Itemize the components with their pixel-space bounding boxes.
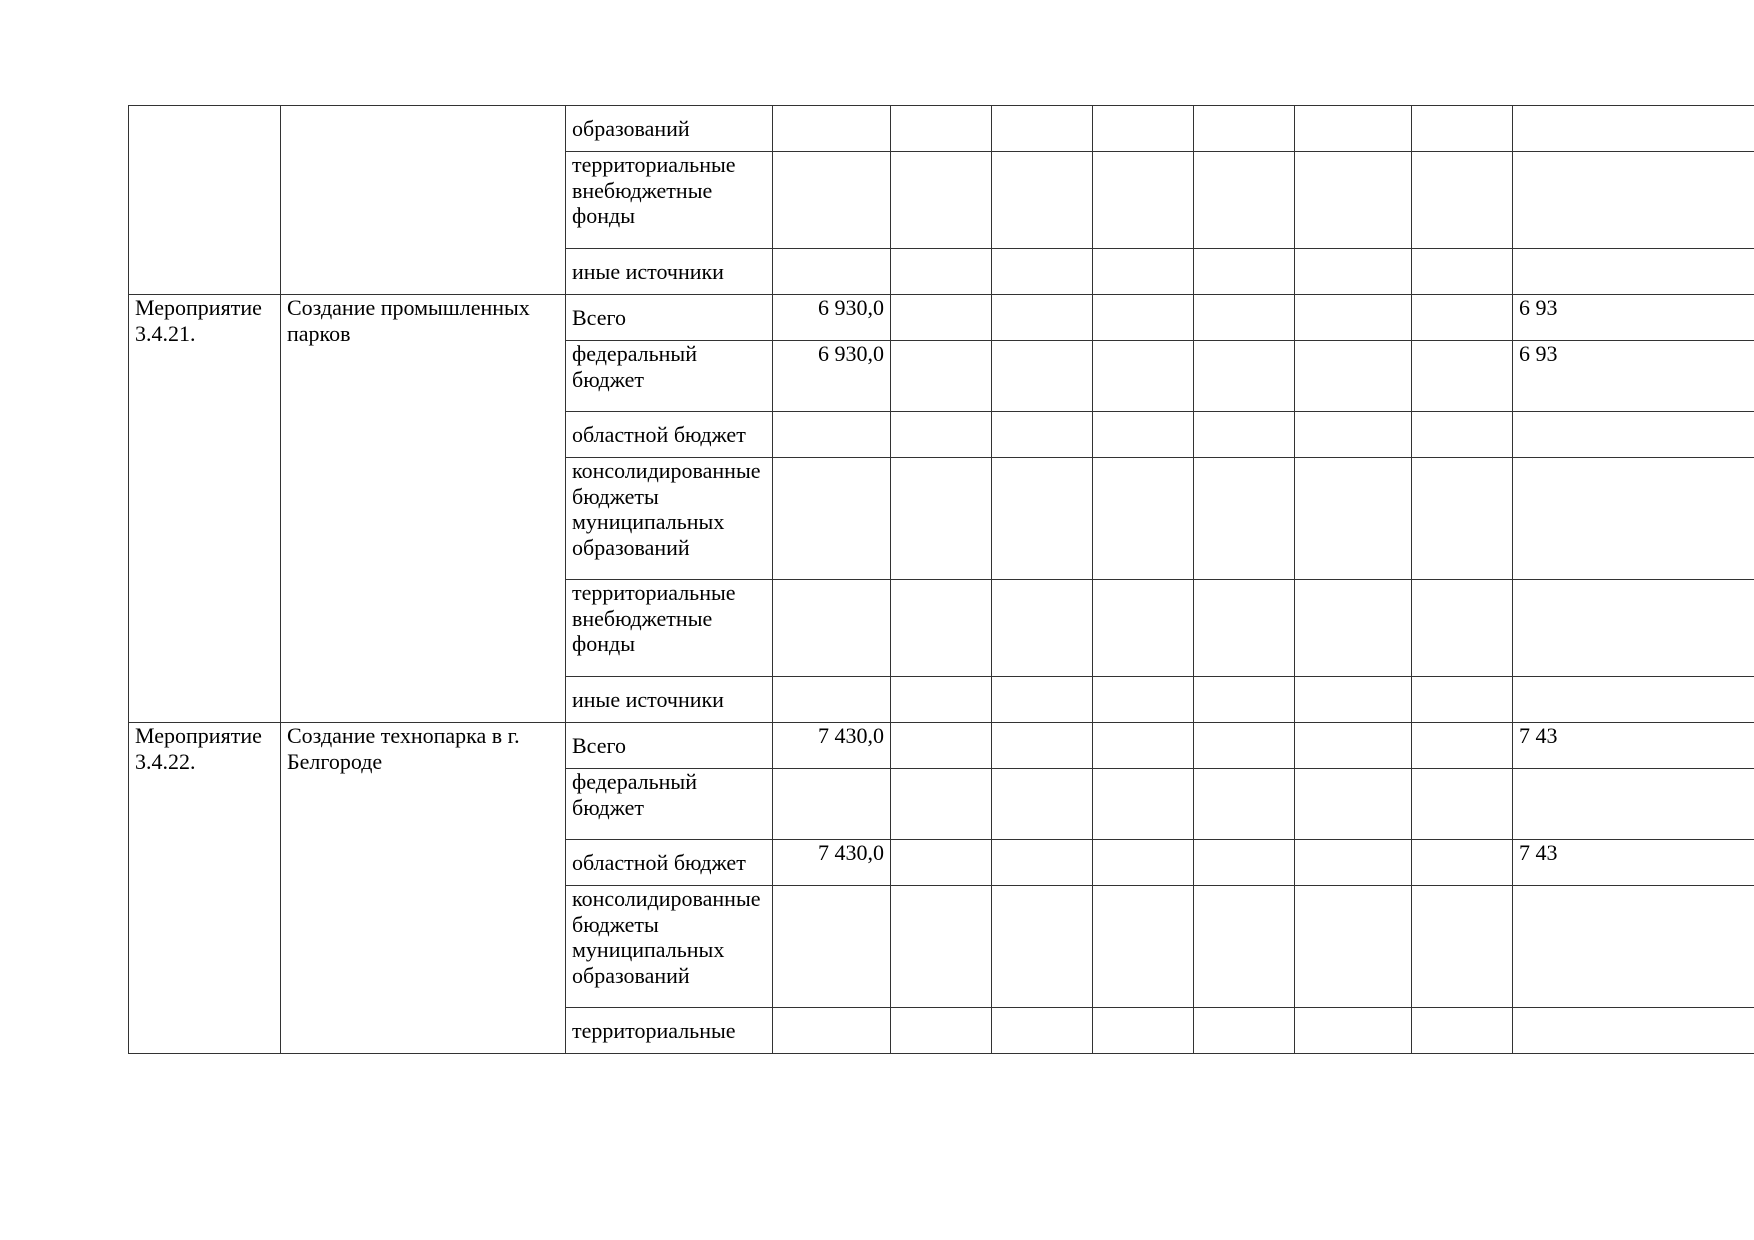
year-amount-cell <box>1412 458 1513 580</box>
year-amount-cell <box>1295 249 1412 295</box>
year-amount-cell <box>1295 341 1412 412</box>
year-amount-cell <box>1412 1008 1513 1054</box>
measure-code-cell <box>129 106 281 295</box>
total-amount-cell: 7 430,0 <box>773 840 891 886</box>
year-amount-cell <box>891 580 992 677</box>
year-amount-cell <box>1093 458 1194 580</box>
funding-source-cell: Всего <box>566 723 773 769</box>
total-amount-cell <box>773 1008 891 1054</box>
year-amount-cell <box>891 106 992 152</box>
measure-code-cell: Мероприятие 3.4.22. <box>129 723 281 1054</box>
year-amount-cell <box>1295 152 1412 249</box>
last-year-amount-cell: 6 93 <box>1513 295 1754 341</box>
year-amount-cell <box>891 341 992 412</box>
total-amount-cell: 7 430,0 <box>773 723 891 769</box>
year-amount-cell <box>992 295 1093 341</box>
year-amount-cell <box>992 580 1093 677</box>
year-amount-cell <box>1194 295 1295 341</box>
last-year-amount-cell <box>1513 769 1754 840</box>
year-amount-cell <box>1093 295 1194 341</box>
total-amount-cell <box>773 106 891 152</box>
year-amount-cell <box>1194 677 1295 723</box>
funding-source-cell: федеральный бюджет <box>566 341 773 412</box>
year-amount-cell <box>1194 769 1295 840</box>
year-amount-cell <box>1295 723 1412 769</box>
year-amount-cell <box>891 769 992 840</box>
year-amount-cell <box>1093 840 1194 886</box>
year-amount-cell <box>1194 886 1295 1008</box>
funding-source-cell: консолидированные бюджеты муниципальных образований <box>566 886 773 1008</box>
last-year-amount-cell: 6 93 <box>1513 341 1754 412</box>
year-amount-cell <box>891 840 992 886</box>
year-amount-cell <box>1412 677 1513 723</box>
year-amount-cell <box>1412 106 1513 152</box>
year-amount-cell <box>1412 249 1513 295</box>
year-amount-cell <box>1295 295 1412 341</box>
year-amount-cell <box>891 295 992 341</box>
year-amount-cell <box>891 723 992 769</box>
year-amount-cell <box>1194 152 1295 249</box>
year-amount-cell <box>1093 249 1194 295</box>
year-amount-cell <box>1093 723 1194 769</box>
year-amount-cell <box>891 458 992 580</box>
year-amount-cell <box>1194 341 1295 412</box>
funding-source-cell: областной бюджет <box>566 840 773 886</box>
total-amount-cell <box>773 580 891 677</box>
year-amount-cell <box>1093 341 1194 412</box>
table-row <box>129 723 1754 769</box>
measure-code-cell: Мероприятие 3.4.21. <box>129 295 281 723</box>
year-amount-cell <box>1093 677 1194 723</box>
year-amount-cell <box>891 152 992 249</box>
year-amount-cell <box>1412 580 1513 677</box>
year-amount-cell <box>1093 106 1194 152</box>
year-amount-cell <box>1093 769 1194 840</box>
funding-source-cell: территориальные внебюджетные фонды <box>566 580 773 677</box>
year-amount-cell <box>992 458 1093 580</box>
year-amount-cell <box>1412 769 1513 840</box>
year-amount-cell <box>1194 580 1295 677</box>
year-amount-cell <box>992 840 1093 886</box>
year-amount-cell <box>992 341 1093 412</box>
funding-source-cell: федеральный бюджет <box>566 769 773 840</box>
last-year-amount-cell <box>1513 412 1754 458</box>
year-amount-cell <box>1295 769 1412 840</box>
funding-source-cell: территориальные внебюджетные фонды <box>566 152 773 249</box>
total-amount-cell <box>773 412 891 458</box>
year-amount-cell <box>992 412 1093 458</box>
funding-source-cell: областной бюджет <box>566 412 773 458</box>
funding-source-cell: образований <box>566 106 773 152</box>
year-amount-cell <box>1295 886 1412 1008</box>
year-amount-cell <box>1412 295 1513 341</box>
total-amount-cell: 6 930,0 <box>773 341 891 412</box>
year-amount-cell <box>891 412 992 458</box>
total-amount-cell <box>773 458 891 580</box>
total-amount-cell <box>773 677 891 723</box>
last-year-amount-cell <box>1513 106 1754 152</box>
year-amount-cell <box>1295 580 1412 677</box>
year-amount-cell <box>1194 412 1295 458</box>
measure-name-cell <box>281 106 566 295</box>
year-amount-cell <box>1093 580 1194 677</box>
year-amount-cell <box>1412 840 1513 886</box>
measure-name-cell: Создание технопарка в г. Белгороде <box>281 723 566 1054</box>
year-amount-cell <box>992 677 1093 723</box>
last-year-amount-cell <box>1513 249 1754 295</box>
year-amount-cell <box>1412 341 1513 412</box>
year-amount-cell <box>1093 152 1194 249</box>
year-amount-cell <box>1194 723 1295 769</box>
last-year-amount-cell <box>1513 152 1754 249</box>
year-amount-cell <box>992 1008 1093 1054</box>
last-year-amount-cell <box>1513 580 1754 677</box>
year-amount-cell <box>1295 1008 1412 1054</box>
funding-source-cell: Всего <box>566 295 773 341</box>
funding-source-cell: консолидированные бюджеты муниципальных образований <box>566 458 773 580</box>
year-amount-cell <box>1093 886 1194 1008</box>
year-amount-cell <box>1093 412 1194 458</box>
last-year-amount-cell: 7 43 <box>1513 723 1754 769</box>
year-amount-cell <box>1295 840 1412 886</box>
year-amount-cell <box>891 1008 992 1054</box>
year-amount-cell <box>891 249 992 295</box>
measure-name-cell: Создание промышленных парков <box>281 295 566 723</box>
year-amount-cell <box>891 886 992 1008</box>
last-year-amount-cell <box>1513 458 1754 580</box>
year-amount-cell <box>1295 458 1412 580</box>
year-amount-cell <box>1295 106 1412 152</box>
year-amount-cell <box>1295 677 1412 723</box>
year-amount-cell <box>992 106 1093 152</box>
total-amount-cell <box>773 152 891 249</box>
funding-source-cell: иные источники <box>566 249 773 295</box>
year-amount-cell <box>992 769 1093 840</box>
year-amount-cell <box>1194 1008 1295 1054</box>
year-amount-cell <box>1412 886 1513 1008</box>
last-year-amount-cell <box>1513 886 1754 1008</box>
table-row <box>129 295 1754 341</box>
year-amount-cell <box>1412 412 1513 458</box>
year-amount-cell <box>1194 249 1295 295</box>
year-amount-cell <box>1093 1008 1194 1054</box>
year-amount-cell <box>1412 152 1513 249</box>
year-amount-cell <box>992 886 1093 1008</box>
year-amount-cell <box>1194 840 1295 886</box>
year-amount-cell <box>992 152 1093 249</box>
last-year-amount-cell <box>1513 1008 1754 1054</box>
year-amount-cell <box>992 723 1093 769</box>
total-amount-cell: 6 930,0 <box>773 295 891 341</box>
year-amount-cell <box>992 249 1093 295</box>
year-amount-cell <box>1194 106 1295 152</box>
budget-table <box>128 105 1754 1054</box>
total-amount-cell <box>773 249 891 295</box>
year-amount-cell <box>1295 412 1412 458</box>
total-amount-cell <box>773 886 891 1008</box>
last-year-amount-cell: 7 43 <box>1513 840 1754 886</box>
funding-source-cell: территориальные <box>566 1008 773 1054</box>
funding-source-cell: иные источники <box>566 677 773 723</box>
year-amount-cell <box>891 677 992 723</box>
table-row <box>129 106 1754 152</box>
year-amount-cell <box>1412 723 1513 769</box>
year-amount-cell <box>1194 458 1295 580</box>
total-amount-cell <box>773 769 891 840</box>
last-year-amount-cell <box>1513 677 1754 723</box>
